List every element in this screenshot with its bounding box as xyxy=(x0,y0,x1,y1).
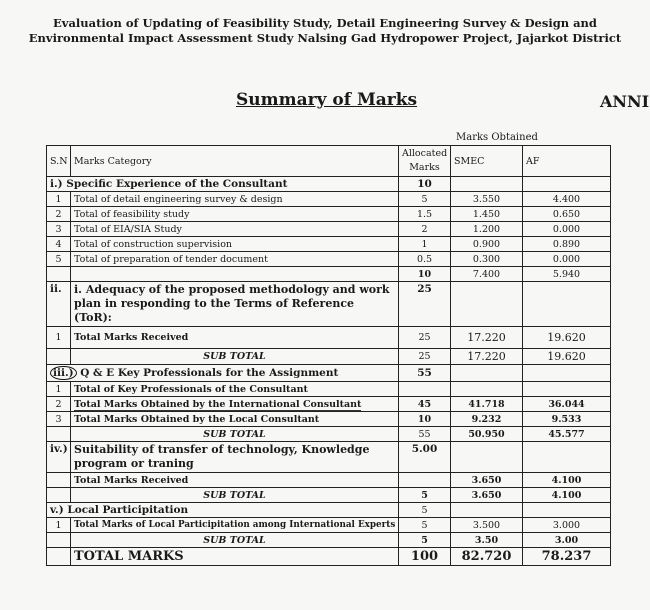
page-title: Summary of Marks xyxy=(236,90,418,110)
section-row xyxy=(47,177,611,192)
col-sn: S.N xyxy=(47,146,71,177)
table-row: 5 Total of preparation of tender document 0.5 0.300 0.000 xyxy=(47,252,611,267)
subtotal-row: SUB TOTAL 5 3.50 3.00 xyxy=(47,533,611,548)
section-label: i. Adequacy of the proposed methodology and work plan in responding to the Terms of Reference (ToR): xyxy=(71,282,399,327)
table-header-row xyxy=(47,146,611,177)
header-line-1: Evaluation of Updating of Feasibility Study, Detail Engineering Survey & Design and xyxy=(53,16,597,30)
table-row: 4 Total of construction supervision 1 0.900 0.890 xyxy=(47,237,611,252)
circled-section-number: iii.) xyxy=(50,366,77,380)
section-total-row: 10 7.400 5.940 xyxy=(47,267,611,282)
table-row: 2 Total Marks Obtained by the International Consultant 45 41.718 36.044 xyxy=(47,397,611,412)
table-row: 1 Total of detail engineering survey & design 5 3.550 4.400 xyxy=(47,192,611,207)
col-allocated: Allocated Marks xyxy=(399,146,451,177)
table-row: 2 Total of feasibility study 1.5 1.450 0.650 xyxy=(47,207,611,222)
section-row: iii.) Q & E Key Professionals for the Assignment 55 xyxy=(47,365,611,382)
col-smec: SMEC xyxy=(451,146,523,177)
table-row: 3 Total Marks Obtained by the Local Consultant 10 9.232 9.533 xyxy=(47,412,611,427)
summary-table xyxy=(46,145,611,566)
col-af: AF xyxy=(523,146,611,177)
section-row: iv.) Suitability of transfer of technology, Knowledge program or traning 5.00 xyxy=(47,442,611,473)
grand-total-label: TOTAL MARKS xyxy=(71,548,399,566)
table-row: 1 Total of Key Professionals of the Consultant xyxy=(47,382,611,397)
subtotal-row: SUB TOTAL 5 3.650 4.100 xyxy=(47,488,611,503)
section-label: Q & E Key Professionals for the Assignment xyxy=(80,367,339,379)
annex-label: ANNI xyxy=(600,92,650,111)
document-header xyxy=(0,16,650,46)
table-row: Total Marks Received 3.650 4.100 xyxy=(47,473,611,488)
table-row: 3 Total of EIA/SIA Study 2 1.200 0.000 xyxy=(47,222,611,237)
table-row: 1 Total Marks of Local Participitation among International Experts 5 3.500 3.000 xyxy=(47,518,611,533)
header-line-2: Environmental Impact Assessment Study Nalsing Gad Hydropower Project, Jajarkot District xyxy=(28,31,622,45)
section-label: i.) Specific Experience of the Consultant xyxy=(47,177,399,192)
grand-total-row: TOTAL MARKS 100 82.720 78.237 xyxy=(47,548,611,566)
section-row: ii. i. Adequacy of the proposed methodology and work plan in responding to the Terms of Reference (ToR): 25 xyxy=(47,282,611,327)
section-label: Suitability of transfer of technology, Knowledge program or traning xyxy=(71,442,399,473)
section-allocated: 10 xyxy=(399,177,451,192)
marks-obtained-heading: Marks Obtained xyxy=(456,132,538,143)
col-category: Marks Category xyxy=(71,146,399,177)
table-row: 1 Total Marks Received 25 17.220 19.620 xyxy=(47,327,611,349)
subtotal-row: SUB TOTAL 25 17.220 19.620 xyxy=(47,349,611,365)
subtotal-row: SUB TOTAL 55 50.950 45.577 xyxy=(47,427,611,442)
section-row: v.) Local Participitation 5 xyxy=(47,503,611,518)
section-label: v.) Local Participitation xyxy=(47,503,399,518)
